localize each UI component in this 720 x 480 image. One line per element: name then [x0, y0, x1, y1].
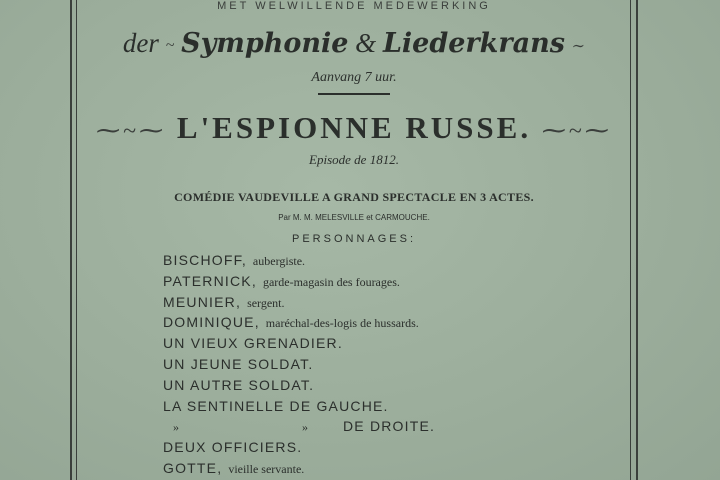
flourish-left-icon: ⁓~⁓: [96, 118, 167, 145]
cast-name: MEUNIER,: [163, 293, 242, 310]
cast-role: maréchal-des-logis de hussards.: [265, 316, 419, 331]
group-one: Symphonie: [181, 28, 349, 59]
cast-item: [163, 312, 435, 333]
cast-item: [163, 271, 435, 292]
cast-name: UN AUTRE SOLDAT.: [163, 376, 315, 393]
groups-prefix: der: [122, 28, 159, 58]
right-border-outer: [636, 0, 638, 480]
flourish-right-icon: ⁓~⁓: [541, 118, 612, 145]
left-border-outer: [70, 0, 72, 480]
group-two: Liederkrans: [382, 28, 565, 59]
cast-list: [163, 250, 435, 479]
cast-name: DE DROITE.: [343, 418, 436, 435]
cast-name: DOMINIQUE,: [163, 314, 260, 331]
ditto-marks: » »: [173, 420, 368, 435]
cast-item: [163, 458, 435, 479]
cast-role: sergent.: [247, 295, 285, 310]
ampersand: &: [355, 28, 377, 58]
cooperation-subtitle: MET WELWILLENDE MEDEWERKING: [217, 0, 491, 12]
cast-item: [163, 416, 435, 437]
cast-name: DEUX OFFICIERS.: [163, 439, 303, 456]
cast-item: [163, 396, 435, 417]
cast-name: PATERNICK,: [163, 272, 257, 289]
play-title-line: [78, 110, 630, 146]
cast-item: [163, 354, 435, 375]
play-genre: COMÉDIE VAUDEVILLE A GRAND SPECTACLE EN 3 ACTES.: [174, 190, 534, 204]
swash-left-icon: ~: [165, 36, 175, 54]
play-title: L'ESPIONNE RUSSE.: [176, 110, 532, 145]
swash-right-icon: ∼: [571, 37, 586, 55]
cast-name: UN JEUNE SOLDAT.: [163, 355, 314, 372]
episode-subtitle: Episode de 1812.: [309, 152, 399, 167]
cast-item: [163, 437, 435, 458]
cast-name: LA SENTINELLE DE GAUCHE.: [163, 397, 389, 414]
cast-item: [163, 292, 435, 313]
left-border-inner: [76, 0, 77, 480]
play-authors: Par M. M. MELESVILLE et CARMOUCHE.: [278, 213, 430, 222]
start-time: Aanvang 7 uur.: [311, 70, 397, 85]
start-time-underline: [318, 93, 390, 95]
cast-name: BISCHOFF,: [163, 252, 247, 268]
right-border-inner: [630, 0, 631, 480]
cast-name: GOTTE,: [163, 459, 223, 476]
cast-item: [163, 333, 435, 354]
cast-item: [163, 375, 435, 396]
cast-role: aubergiste.: [252, 254, 306, 268]
cast-role: garde-magasin des fourages.: [262, 274, 400, 289]
cast-role: vieille servante.: [228, 461, 305, 476]
cast-name: UN VIEUX GRENADIER.: [163, 335, 343, 352]
personnages-heading: PERSONNAGES:: [291, 233, 417, 245]
performing-groups: [78, 28, 630, 59]
cast-item: [163, 250, 435, 271]
